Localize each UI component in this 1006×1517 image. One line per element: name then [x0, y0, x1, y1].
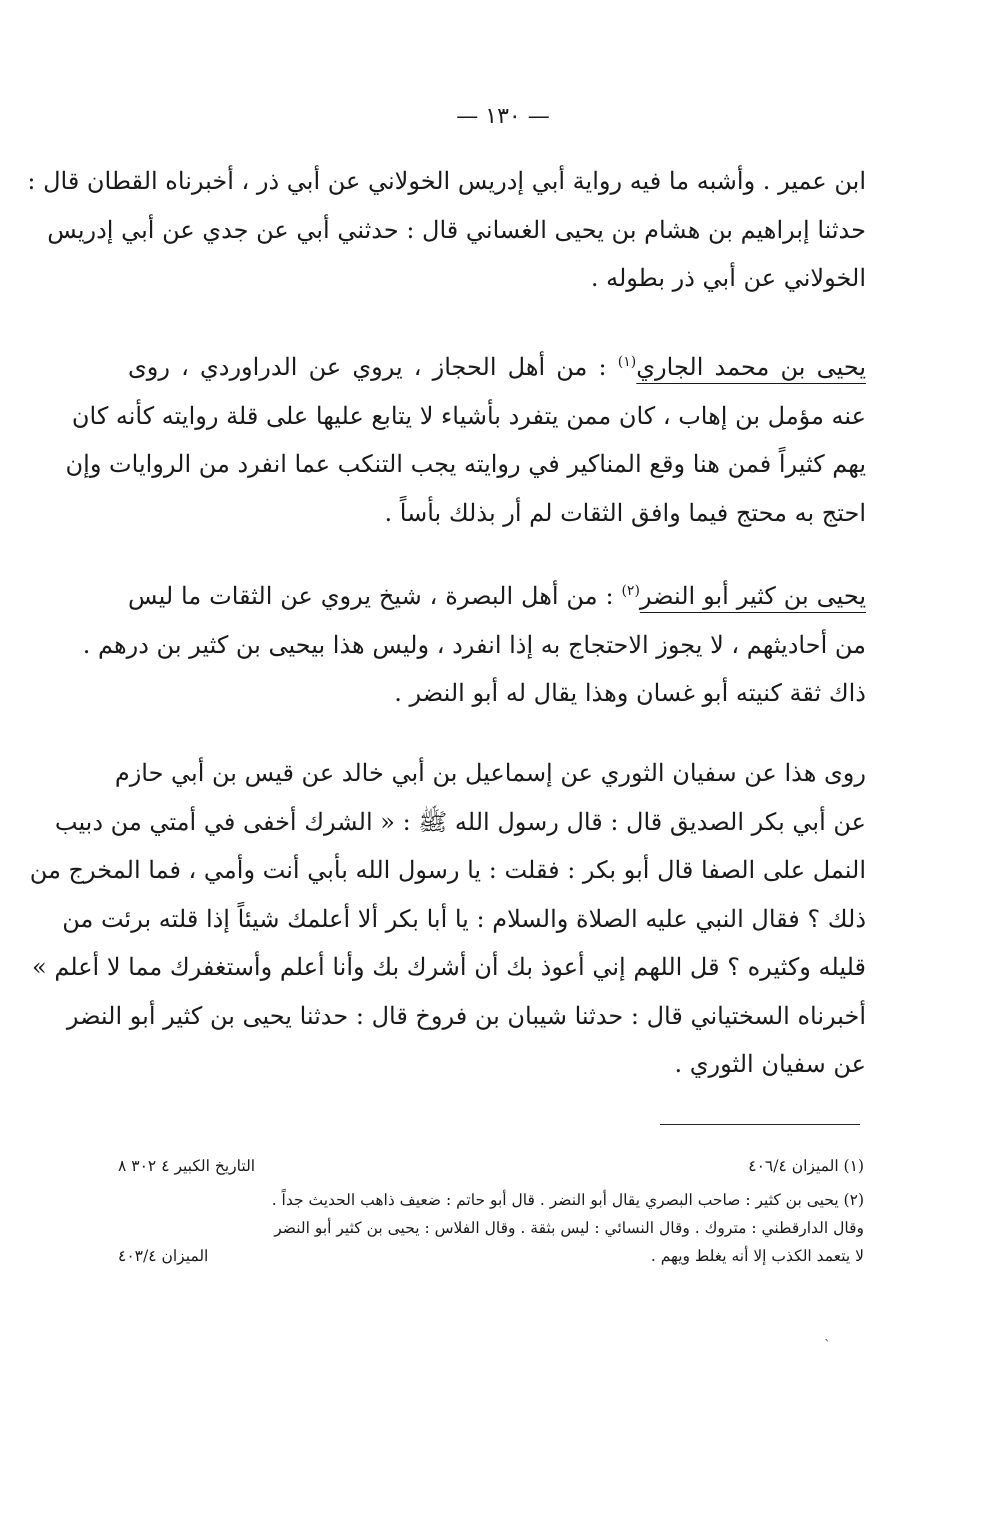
entry-first-line — [128, 338, 866, 392]
entry-first-line — [128, 567, 866, 621]
scan-mark: ˋ — [824, 1338, 831, 1354]
footnote-1-source: التاريخ الكبير ٤ ٣٠٢ ٨ — [118, 1157, 256, 1175]
text-line: ابن عمير . وأشبه ما فيه رواية أبي إدريس الخولاني عن أبي ذر ، أخبرناه القطان قال : — [27, 167, 866, 195]
footnote-reference: (١) — [617, 354, 637, 370]
hadith-paragraph — [29, 749, 866, 1089]
page-number: — ١٣٠ — — [456, 104, 550, 129]
footnote-1-text: (١) الميزان ٤٠٦/٤ — [748, 1157, 864, 1175]
entry-text: : من أهل الحجاز ، يروي عن الدراوردي ، روى — [128, 353, 618, 381]
footnote-2-last-line — [118, 1242, 864, 1270]
footnote-2-line: وقال الدارقطني : متروك . وقال النسائي : ليس بثقة . وقال الفلاس : يحيى بن كثير أبو النضر — [274, 1219, 864, 1237]
entry-name: يحيى بن محمد الجاري — [636, 353, 867, 381]
footnote-2-line: (٢) يحيى بن كثير : صاحب البصري يقال أبو النضر . قال أبو حاتم : ضعيف ذاهب الحديث جداً . — [271, 1191, 864, 1209]
footnote-separator — [660, 1124, 860, 1125]
text-line: الخولاني عن أبي ذر بطوله . — [590, 264, 866, 292]
text-line: قليله وكثيره ؟ قل اللهم إني أعوذ بك أن أشرك بك وأنا أعلم وأستغفرك مما لا أعلم » — [32, 953, 866, 981]
entry-text: : من أهل البصرة ، شيخ يروي عن الثقات ما ليس — [128, 582, 622, 610]
biography-entry-1 — [65, 338, 867, 537]
text-line: ذاك ثقة كنيته أبو غسان وهذا يقال له أبو النضر . — [394, 679, 866, 707]
text-line: يهم كثيراً فمن هنا وقع المناكير في روايته يجب التنكب عما انفرد من الروايات وإن — [65, 450, 866, 478]
paragraph-continuation — [27, 157, 866, 303]
text-line: عن سفيان الثوري . — [674, 1050, 866, 1078]
text-line: عنه مؤمل بن إهاب ، كان ممن يتفرد بأشياء لا يتابع عليها على قلة روايته كأنه كان — [71, 401, 866, 430]
footnote-2-source: الميزان ٤٠٣/٤ — [118, 1247, 209, 1265]
text-line: ذلك ؟ فقال النبي عليه الصلاة والسلام : يا أبا بكر ألا أعلمك شيئاً إذا قلته برئت من — [62, 904, 866, 933]
text-line: عن أبي بكر الصديق قال : قال رسول الله ﷺ : « الشرك أخفى في أمتي من دبيب — [54, 807, 866, 836]
text-line: من أحاديثهم ، لا يجوز الاحتجاج به إذا انفرد ، وليس هذا بيحيى بن كثير بن درهم . — [82, 630, 866, 659]
text-line: أخبرناه السختياني قال : حدثنا شيبان بن فروخ قال : حدثنا يحيى بن كثير أبو النضر — [66, 1001, 866, 1030]
text-line: النمل على الصفا قال أبو بكر : فقلت : يا رسول الله بأبي أنت وأمي ، فما المخرج من — [29, 856, 866, 884]
footnotes — [118, 1152, 864, 1270]
footnote-1 — [118, 1152, 864, 1180]
footnote-2-text: لا يتعمد الكذب إلا أنه يغلط ويهم . — [650, 1247, 864, 1265]
biography-entry-2 — [82, 567, 867, 718]
entry-name: يحيى بن كثير أبو النضر — [639, 582, 867, 610]
footnote-reference: (٢) — [621, 583, 640, 599]
text-line: روى هذا عن سفيان الثوري عن إسماعيل بن أبي خالد عن قيس بن أبي حازم — [114, 759, 866, 787]
text-line: حدثنا إبراهيم بن هشام بن يحيى الغساني قال : حدثني أبي عن جدي عن أبي إدريس — [47, 215, 866, 244]
text-line: احتج به محتج فيما وافق الثقات لم أر بذلك بأساً . — [384, 498, 866, 527]
